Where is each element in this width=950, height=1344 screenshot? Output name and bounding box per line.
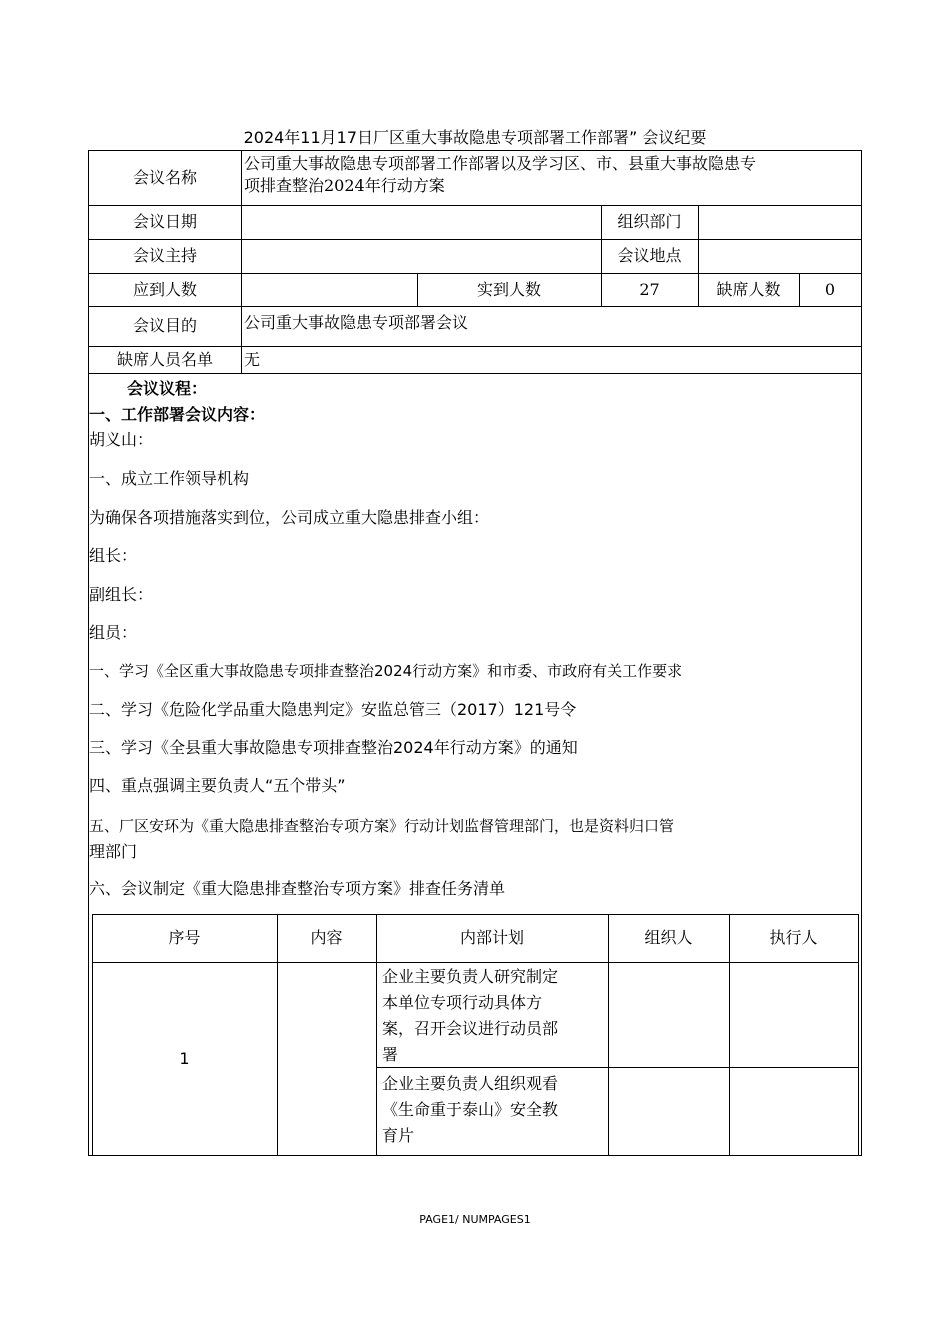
agenda-line-3: 为确保各项措施落实到位，公司成立重大隐患排查小组： — [89, 508, 490, 527]
page-footer: PAGE1/ NUMPAGES1 — [419, 1213, 531, 1226]
plan-1-line-3: 案，召开会议进行动员部 — [382, 1019, 559, 1038]
plan-2-executor — [729, 1067, 858, 1155]
absentees-value: 无 — [244, 349, 261, 369]
agenda-line-7: 一、学习《全区重大事故隐患专项排查整治2024行动方案》和市委、市政府有关工作要求 — [89, 662, 683, 680]
absentees-label: 缺席人员名单 — [116, 349, 213, 369]
agenda-line-10: 四、重点强调主要负责人“五个带头” — [89, 776, 346, 795]
organizer-dept-label: 组织部门 — [617, 212, 682, 231]
document-title: 2024年11月17日厂区重大事故隐患专项部署工作部署” 会议纪要 — [243, 128, 707, 147]
header-content: 内容 — [310, 928, 343, 947]
agenda-line-12: 理部门 — [89, 842, 138, 861]
plan-1-organizer — [608, 962, 729, 1067]
expected-count-value — [242, 273, 417, 306]
meeting-purpose-value: 公司重大事故隐患专项部署会议 — [244, 313, 469, 332]
meeting-purpose-label: 会议目的 — [132, 316, 197, 335]
meeting-date-value — [242, 205, 601, 239]
plan-2-organizer — [608, 1067, 729, 1155]
agenda-line-4: 组长： — [89, 546, 138, 565]
header-organizer: 组织人 — [644, 928, 693, 947]
plan-2-line-3: 育片 — [382, 1126, 415, 1145]
plan-2-line-1: 企业主要负责人组织观看 — [382, 1074, 559, 1093]
meeting-host-value — [242, 239, 601, 273]
task-table — [92, 914, 859, 1156]
agenda-section: 一、工作部署会议内容： — [89, 405, 266, 424]
meeting-place-value — [699, 239, 861, 273]
meeting-name-line-1: 公司重大事故隐患专项部署工作部署以及学习区、市、县重大事故隐患专 — [244, 154, 757, 173]
meeting-host-label: 会议主持 — [132, 246, 197, 265]
meeting-name-line-2: 项排查整治2024年行动方案 — [244, 176, 445, 195]
plan-1-line-2: 本单位专项行动具体方 — [382, 993, 543, 1012]
plan-item-1 — [382, 964, 606, 1066]
plan-1-line-4: 署 — [382, 1045, 399, 1064]
agenda-heading: 会议议程： — [127, 379, 208, 398]
header-no: 序号 — [168, 928, 201, 947]
plan-1-executor — [729, 962, 858, 1067]
agenda-line-6: 组员： — [89, 623, 138, 642]
actual-count-label: 实到人数 — [476, 279, 541, 299]
meeting-place-label: 会议地点 — [617, 246, 682, 265]
plan-1-line-1: 企业主要负责人研究制定 — [382, 967, 559, 986]
meeting-name-value — [242, 153, 861, 205]
meeting-date-label: 会议日期 — [132, 212, 197, 231]
header-internal-plan: 内部计划 — [459, 928, 524, 947]
meeting-name-label: 会议名称 — [132, 168, 197, 187]
plan-item-2 — [382, 1071, 606, 1155]
agenda-line-11: 五、厂区安环为《重大隐患排查整治专项方案》行动计划监督管理部门，也是资料归口管 — [89, 817, 675, 835]
agenda-line-13: 六、会议制定《重大隐患排查整治专项方案》排查任务清单 — [89, 879, 506, 898]
row-1-content — [277, 962, 376, 1155]
absent-count-value: 0 — [824, 279, 836, 299]
agenda-line-9: 三、学习《全县重大事故隐患专项排查整治2024年行动方案》的通知 — [89, 738, 578, 757]
header-executor: 执行人 — [769, 928, 818, 947]
agenda-line-8: 二、学习《危险化学品重大隐患判定》安监总管三（2017）121号令 — [89, 700, 577, 719]
organizer-dept-value — [699, 205, 861, 239]
row-1-no: 1 — [179, 1048, 190, 1068]
expected-count-label: 应到人数 — [132, 279, 197, 299]
agenda-line-5: 副组长： — [89, 585, 154, 604]
agenda-line-2: 一、成立工作领导机构 — [89, 469, 250, 488]
actual-count-value: 27 — [639, 279, 660, 299]
absent-count-label: 缺席人数 — [716, 279, 781, 299]
agenda-line-1: 胡义山： — [89, 430, 154, 449]
plan-2-line-2: 《生命重于泰山》安全教 — [382, 1100, 559, 1119]
